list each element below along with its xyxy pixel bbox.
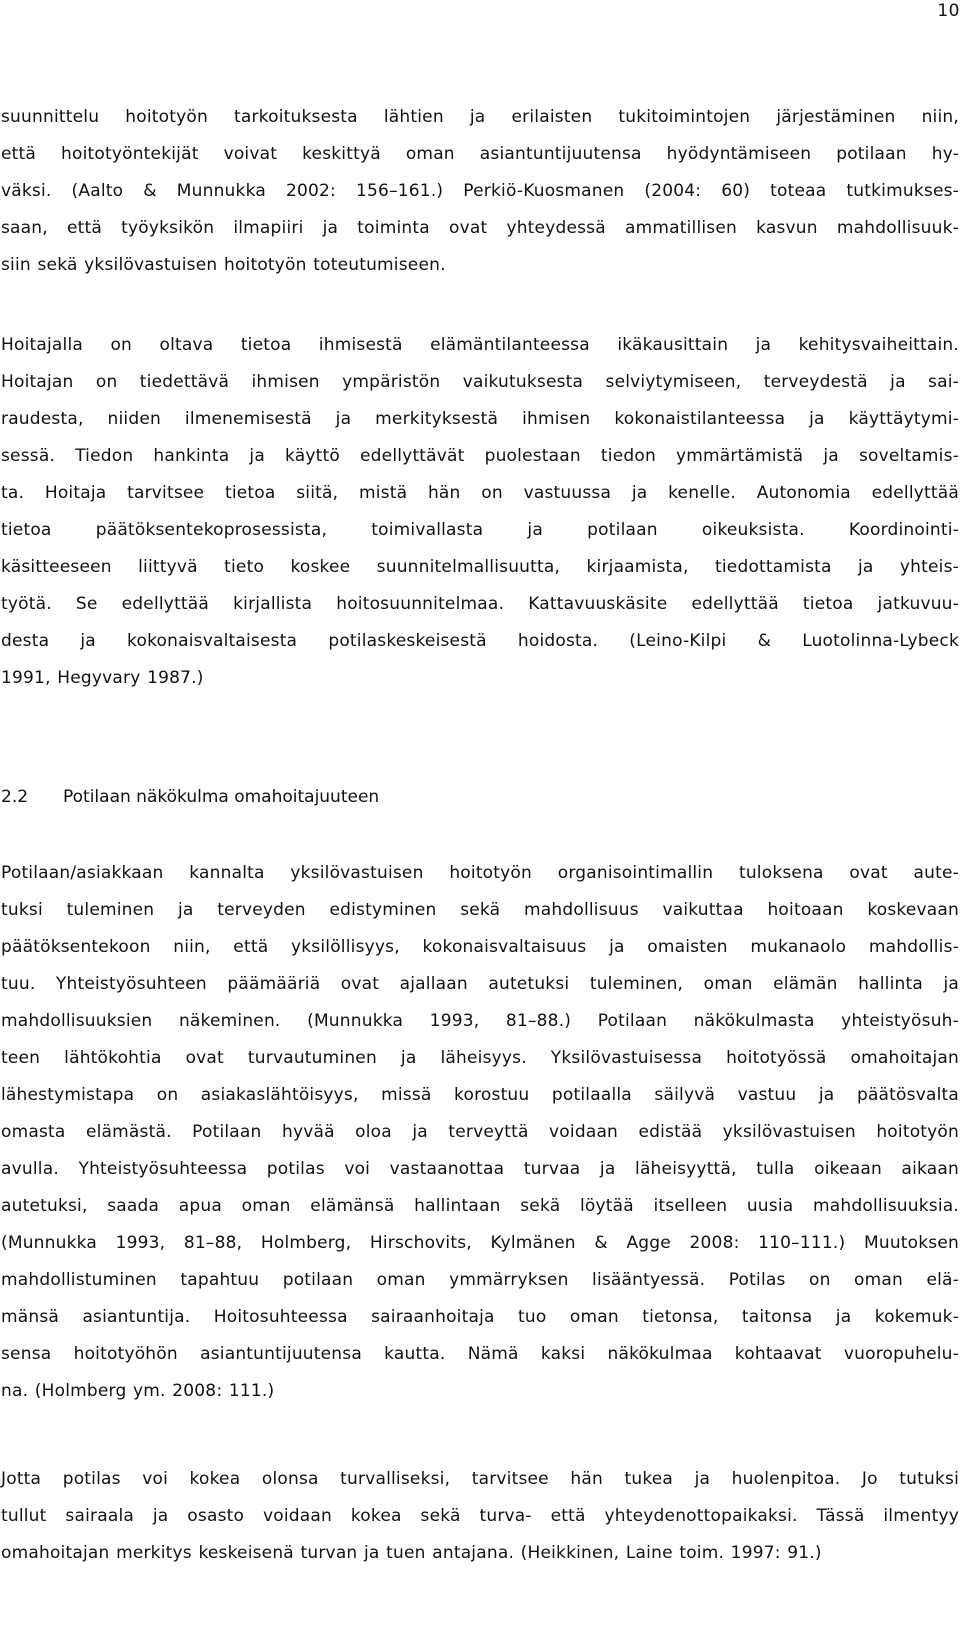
- paragraph: [1, 855, 959, 1410]
- text-line: siin sekä yksilövastuisen hoitotyön toteutumiseen.: [1, 255, 446, 275]
- text-line: lähestymistapa on asiakaslähtöisyys, missä korostuu potilaalla säilyvä vastuu ja päätösvalta: [1, 1085, 959, 1105]
- text-line: sessä. Tiedon hankinta ja käyttö edellyttävät puolestaan tiedon ymmärtämistä ja soveltamis-: [1, 446, 959, 466]
- section-number: 2.2: [1, 787, 29, 807]
- text-line: Hoitajan on tiedettävä ihmisen ympäristön vaikutuksesta selviytymiseen, terveydestä ja sai-: [1, 372, 959, 392]
- page-number: 10: [937, 1, 960, 21]
- text-line: työtä. Se edellyttää kirjallista hoitosuunnitelmaa. Kattavuuskäsite edellyttää tietoa jatkuvuu-: [1, 594, 959, 614]
- text-line: Jotta potilas voi kokea olonsa turvalliseksi, tarvitsee hän tukea ja huolenpitoa. Jo tutuksi: [1, 1469, 959, 1489]
- text-line: Hoitajalla on oltava tietoa ihmisestä elämäntilanteessa ikäkausittain ja kehitysvaiheittain.: [1, 335, 959, 355]
- text-line: käsitteeseen liittyvä tieto koskee suunnitelmallisuutta, kirjaamista, tiedottamista ja yhteis-: [1, 557, 959, 577]
- text-line: 1991, Hegyvary 1987.): [1, 668, 204, 688]
- text-line: omasta elämästä. Potilaan hyvää oloa ja terveyttä voidaan edistää yksilövastuisen hoitotyön: [1, 1122, 959, 1142]
- text-line: tietoa päätöksentekoprosessista, toimivallasta ja potilaan oikeuksista. Koordinointi-: [1, 520, 959, 540]
- text-line: desta ja kokonaisvaltaisesta potilaskeskeisestä hoidosta. (Leino-Kilpi & Luotolinna-Lybeck: [1, 631, 959, 651]
- text-line: autetuksi, saada apua oman elämänsä hallintaan sekä löytää itselleen uusia mahdollisuuksia.: [1, 1196, 959, 1216]
- paragraph: [1, 327, 959, 697]
- text-line: mahdollisuuksien näkeminen. (Munnukka 1993, 81–88.) Potilaan näkökulmasta yhteistyösuh-: [1, 1011, 959, 1031]
- text-line: ta. Hoitaja tarvitsee tietoa siitä, mistä hän on vastuussa ja kenelle. Autonomia edellyttää: [1, 483, 959, 503]
- paragraph: [1, 1461, 959, 1572]
- text-line: tuu. Yhteistyösuhteen päämääriä ovat ajallaan autetuksi tuleminen, oman elämän hallinta ja: [1, 974, 959, 994]
- paragraph: [1, 99, 959, 284]
- text-line: väksi. (Aalto & Munnukka 2002: 156–161.) Perkiö-Kuosmanen (2004: 60) toteaa tutkimukses-: [1, 181, 959, 201]
- text-line: avulla. Yhteistyösuhteessa potilas voi vastaanottaa turvaa ja läheisyyttä, tulla oikeaan aikaan: [1, 1159, 959, 1179]
- section-title: Potilaan näkökulma omahoitajuuteen: [63, 787, 380, 807]
- text-line: mänsä asiantuntija. Hoitosuhteessa sairaanhoitaja tuo oman tietonsa, taitonsa ja kokemuk-: [1, 1307, 959, 1327]
- text-line: mahdollistuminen tapahtuu potilaan oman ymmärryksen lisääntyessä. Potilas on oman elä-: [1, 1270, 959, 1290]
- text-line: suunnittelu hoitotyön tarkoituksesta lähtien ja erilaisten tukitoimintojen järjestäminen niin,: [1, 107, 959, 127]
- text-line: että hoitotyöntekijät voivat keskittyä oman asiantuntijuutensa hyödyntämiseen potilaan hy-: [1, 144, 959, 164]
- text-line: (Munnukka 1993, 81–88, Holmberg, Hirschovits, Kylmänen & Agge 2008: 110–111.) Muutoksen: [1, 1233, 959, 1253]
- text-line: Potilaan/asiakkaan kannalta yksilövastuisen hoitotyön organisointimallin tuloksena ovat aute-: [1, 863, 959, 883]
- section-heading: [1, 779, 379, 816]
- text-line: sensa hoitotyöhön asiantuntijuutensa kautta. Nämä kaksi näkökulmaa kohtaavat vuoropuhelu-: [1, 1344, 959, 1364]
- text-line: teen lähtökohtia ovat turvautuminen ja läheisyys. Yksilövastuisessa hoitotyössä omahoitajan: [1, 1048, 959, 1068]
- text-line: tullut sairaala ja osasto voidaan kokea sekä turva- että yhteydenottopaikaksi. Tässä ilmentyy: [1, 1506, 959, 1526]
- text-line: raudesta, niiden ilmenemisestä ja merkityksestä ihmisen kokonaistilanteessa ja käyttäytymi-: [1, 409, 959, 429]
- text-line: saan, että työyksikön ilmapiiri ja toiminta ovat yhteydessä ammatillisen kasvun mahdollisuuk-: [1, 218, 959, 238]
- text-line: na. (Holmberg ym. 2008: 111.): [1, 1381, 275, 1401]
- text-line: päätöksentekoon niin, että yksilöllisyys, kokonaisvaltaisuus ja omaisten mukanaolo mahdollis-: [1, 937, 959, 957]
- text-line: omahoitajan merkitys keskeisenä turvan ja tuen antajana. (Heikkinen, Laine toim. 1997: 91.): [1, 1543, 822, 1563]
- text-line: tuksi tuleminen ja terveyden edistyminen sekä mahdollisuus vaikuttaa hoitoaan koskevaan: [1, 900, 959, 920]
